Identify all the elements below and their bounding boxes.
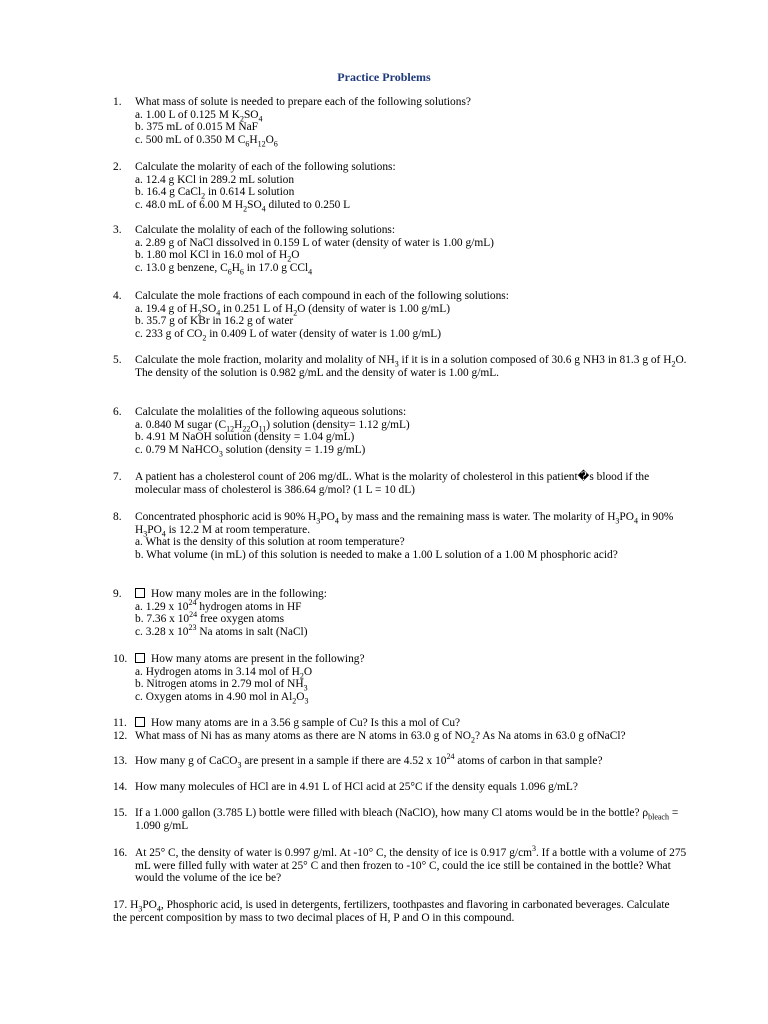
problem-5 <box>113 354 688 379</box>
problem-text: Calculate the mole fraction, molarity and molality of $NH_3$ if it is in a solution composed of 30.6 g NH3 in 81.3 g of $H_2O$. The density of the solution is 0.982 g/mL and the density of water is 1.00 g/mL. <box>135 354 687 379</box>
problem-1 <box>113 96 688 149</box>
sub-question: b. Nitrogen atoms in 2.79 mol of $NH_3$ <box>135 678 308 693</box>
problem-text: At 25° C, the density of water is 0.997 g/ml. At -10° C, the density of ice is 0.917 $g/cm^3$. If a bottle with a volume of 275 mL were filled fully with water at 25° C and then frozen to -10° C, could the ice still be contained in the bottle? What would the volume of the ice be? <box>135 844 687 885</box>
sub-question: c. 48.0 mL of 6.00 M $H_2SO_4$ diluted to 0.250 L <box>135 198 351 214</box>
sub-question: b. 16.4 g CaCl$_2$ in 0.614 L solution <box>135 186 295 201</box>
problem-text: How many g of CaCO$_3$ are present in a sample if there are 4.52 x $10^{24}$ atoms of carbon in that sample? <box>135 752 603 770</box>
problem-number: 4. <box>113 290 122 302</box>
sub-question: b. 4.91 M NaOH solution (density = 1.04 g/mL) <box>135 431 355 444</box>
problem-10 <box>113 653 688 706</box>
problem-text: If a 1.000 gallon (3.785 L) bottle were filled with bleach (NaClO), how many Cl atoms would be in the bottle? $\rho_{bleach} = 1.090$ g/mL <box>135 807 679 832</box>
problem-16 <box>113 844 688 885</box>
problem-3 <box>113 224 688 277</box>
problem-17: 17. $H_3PO_4$, Phosphoric acid, is used in detergents, fertilizers, toothpastes and flavoring in carbonated beverages. Calculate the percent composition by mass to two decimal places of H, P and O in this compound. <box>113 899 670 924</box>
problem-text: What mass of Ni has as many atoms as there are N atoms in 63.0 g of $NO_2$? As Na atoms in 63.0 g ofNaCl? <box>135 730 626 745</box>
problem-7 <box>113 471 688 496</box>
problem-number: 6. <box>113 406 122 418</box>
sub-question: c. 500 mL of 0.350 M $C_6H_{12}O_6$ <box>135 133 278 149</box>
problem-number: 15. <box>113 807 128 819</box>
problem-number: 8. <box>113 511 122 523</box>
problem-8 <box>113 511 688 561</box>
sub-question: a. 0.840 M sugar $(C_{12}H_{22}O_{11})$ solution (density= 1.12 g/mL) <box>135 418 410 433</box>
problem-number: 13. <box>113 755 128 767</box>
problem-number: 14. <box>113 781 128 793</box>
sub-question: a. What is the density of this solution at room temperature? <box>135 536 405 549</box>
sub-question: c. 13.0 g benzene, $C_6H_6$ in 17.0 g CCl$_4$ <box>135 261 313 277</box>
problem-number: 2. <box>113 161 122 173</box>
problem-text: A patient has a cholesterol count of 206 mg/dL. What is the molarity of cholesterol in this patient�s blood if the molecular mass of cholesterol is 386.64 g/mol? (1 L = 10 dL) <box>135 471 650 496</box>
problem-text: How many moles are in the following: a. 1.29 x $10^{24}$ hydrogen atoms in HF b. 7.36 x $10^{24}$ free oxygen atoms c. 3.28 x $10^{23}$ Na atoms in salt (NaCl) <box>135 588 688 638</box>
sub-question: c. 233 g of $CO_2$ in 0.409 L of water (density of water is 1.00 g/mL) <box>135 327 442 343</box>
problem-text: Calculate the molalities of the following aqueous solutions: a. 0.840 M sugar $(C_{12}H_{22}O_{11})$ solution (density= 1.12 g/mL) b. 4.91 M NaOH solution (density = 1.04 g/mL) c. 0.79 M NaHCO$_3$ solution (density = 1.19 g/mL) <box>135 406 688 456</box>
sub-question: b. What volume (in mL) of this solution is needed to make a 1.00 L solution of a 1.00 M phosphoric acid? <box>135 548 618 561</box>
problem-number: 1. <box>113 96 122 108</box>
sub-question: a. 1.00 L of 0.125 M $K_2SO_4$ <box>135 108 263 123</box>
problem-4 <box>113 290 688 343</box>
sub-question: a. 12.4 g KCl in 289.2 mL solution <box>135 173 295 186</box>
checkbox-icon <box>135 717 145 727</box>
problem-text: How many atoms are present in the following? a. Hydrogen atoms in 3.14 mol of $H_2O$ b. Nitrogen atoms in 2.79 mol of $NH_3$ c. Oxygen atoms in 4.90 mol in $Al_2O_3$ <box>135 653 688 703</box>
problem-number: 5. <box>113 354 122 366</box>
problem-13 <box>113 752 688 770</box>
problem-number: 10. <box>113 653 128 665</box>
problem-text: How many atoms are in a 3.56 g sample of Cu? Is this a mol of Cu? <box>135 717 688 730</box>
problem-number: 12. <box>113 730 128 742</box>
problem-text: Concentrated phosphoric acid is 90% $H_3PO_4$ by mass and the remaining mass is water. The molarity of $H_3PO_4$ in 90% $H_3PO_4$ is 12.2 M at room temperature. a. What is the density of this solution at room temperature? b. What volume (in mL) of this solution is needed to make a 1.00 L solution of a 1.00 M phosphoric acid? <box>135 511 688 561</box>
problem-text: What mass of solute is needed to prepare each of the following solutions? a. 1.00 L of 0.125 M $K_2SO_4$ b. 375 mL of 0.015 M NaF c. 500 mL of 0.350 M $C_6H_{12}O_6$ <box>135 96 688 146</box>
checkbox-icon <box>135 653 145 663</box>
sub-question: b. 375 mL of 0.015 M NaF <box>135 121 258 134</box>
problem-9 <box>113 588 688 638</box>
sub-question: b. 7.36 x $10^{24}$ free oxygen atoms <box>135 610 285 626</box>
sub-question: b. 1.80 mol KCl in 16.0 mol of $H_2O$ <box>135 249 300 264</box>
problem-text: Calculate the molarity of each of the following solutions: a. 12.4 g KCl in 289.2 mL solution b. 16.4 g CaCl$_2$ in 0.614 L solution c. 48.0 mL of 6.00 M $H_2SO_4$ diluted to 0.250 L <box>135 161 688 211</box>
problem-number: 16. <box>113 847 128 859</box>
page-title: Practice Problems <box>337 70 431 84</box>
problem-11 <box>113 717 688 730</box>
checkbox-icon <box>135 588 145 598</box>
problem-number: 9. <box>113 588 122 600</box>
sub-question: c. 0.79 M NaHCO$_3$ solution (density = 1.19 g/mL) <box>135 443 366 459</box>
sub-question: a. Hydrogen atoms in 3.14 mol of $H_2O$ <box>135 665 313 680</box>
problem-text: Calculate the mole fractions of each compound in each of the following solutions: a. 19.4 g of $H_2SO_4$ in 0.251 L of $H_2O$ (density of water is 1.00 g/mL) b. 35.7 g of KBr in 16.2 g of water c. 233 g of $CO_2$ in 0.409 L of water (density of water is 1.00 g/mL) <box>135 290 688 340</box>
problem-number: 11. <box>113 717 127 729</box>
problem-text: How many molecules of HCl are in 4.91 L of HCl acid at 25°C if the density equals 1.096 g/mL? <box>135 781 578 793</box>
sub-question: a. 1.29 x $10^{24}$ hydrogen atoms in HF <box>135 597 302 613</box>
sub-question: a. 19.4 g of $H_2SO_4$ in 0.251 L of $H_2O$ (density of water is 1.00 g/mL) <box>135 302 450 317</box>
problem-15 <box>113 807 688 832</box>
problem-number: 7. <box>113 471 122 483</box>
sub-question: b. 35.7 g of KBr in 16.2 g of water <box>135 315 294 328</box>
sub-question: c. Oxygen atoms in 4.90 mol in $Al_2O_3$ <box>135 690 309 706</box>
problem-14 <box>113 781 688 794</box>
problem-12 <box>113 730 688 743</box>
sub-question: c. 3.28 x $10^{23}$ Na atoms in salt (NaCl) <box>135 622 308 638</box>
problem-text: Calculate the molality of each of the following solutions: a. 2.89 g of NaCl dissolved in 0.159 L of water (density of water is 1.00 g/mL) b. 1.80 mol KCl in 16.0 mol of $H_2O$ c. 13.0 g benzene, $C_6H_6$ in 17.0 g CCl$_4$ <box>135 224 688 274</box>
problem-number: 3. <box>113 224 122 236</box>
problem-6 <box>113 406 688 459</box>
sub-question: a. 2.89 g of NaCl dissolved in 0.159 L of water (density of water is 1.00 g/mL) <box>135 236 494 249</box>
problem-2 <box>113 161 688 214</box>
